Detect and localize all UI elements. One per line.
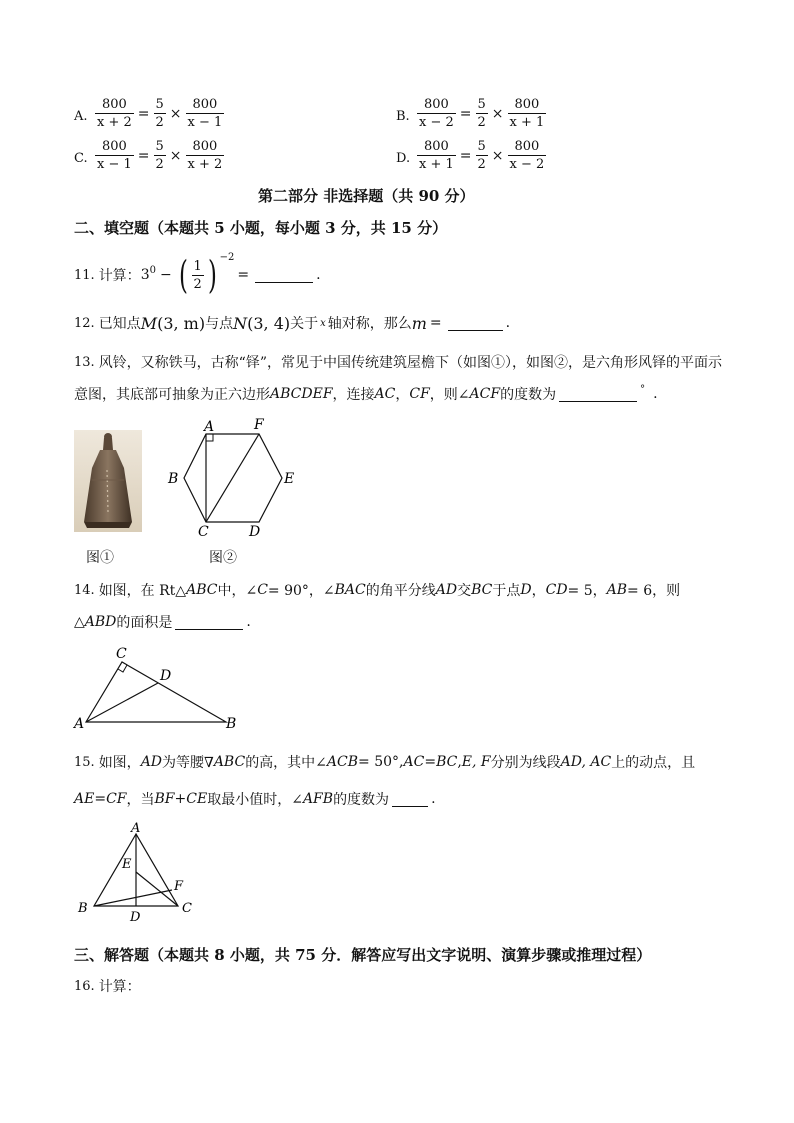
equals-sign: = [459,147,472,164]
times-sign: × [169,105,182,122]
q14-var: D [520,582,532,598]
q14-text: 的角平分线 [365,583,436,599]
q15-text: 如图， [98,755,141,771]
fraction: $\frac{800}{x - 2}$ [509,139,545,172]
option-label: B. [396,109,410,124]
q12-var-m: m [411,313,427,333]
left-paren: ( [178,253,188,297]
label-e: E [122,857,132,872]
q15-var: ACB [326,754,359,770]
bisector-ad [86,683,158,722]
q11-exp: −2 [219,252,235,263]
q15-var: BC [436,754,458,770]
question-number: 12. [74,315,95,331]
q15-text: 的高，其中∠ [245,755,327,771]
question-number: 15. [74,754,95,770]
period: . [653,386,658,402]
q11-base: 3 [140,267,150,283]
figure-1-caption: 图① [86,550,114,566]
triangle-outline [86,662,226,722]
option-equation[interactable] [94,96,225,131]
q14-text: 交 [457,583,472,599]
option-label: D. [396,151,411,166]
q12-x-axis: x [320,317,326,329]
option-label: C. [74,151,88,166]
q15-text: = [424,754,437,770]
label-c: C [182,901,192,916]
q12-coords-n: (3, 4) [247,313,291,333]
q14-text: = 90°，∠ [267,583,335,599]
q13-text: 的度数为 [500,387,557,403]
label-b: B [226,716,237,732]
q13-text: ， [395,387,410,403]
label-b: B [78,901,88,916]
question-11 [74,252,321,297]
q15-text: 上的动点，且 [611,755,696,771]
q13-text: ，连接 [332,387,375,403]
section2-title: 二、填空题（本题共 5 小题，每小题 3 分，共 15 分） [74,219,448,237]
label-a: A [131,821,141,836]
q12-text: 关于 [290,316,319,332]
q15-text: 为等腰∇ [162,755,214,771]
segment-cf [206,434,259,522]
q14-var: ABD [84,614,117,630]
q15-var: AD [140,754,163,770]
question-14-line2 [74,612,251,632]
q15-var: AD, AC [560,754,612,770]
label-d: D [130,910,141,925]
q13-angle: ACF [469,386,501,402]
q13-hexagon: ABCDEF [270,386,333,402]
label-e: E [284,471,295,487]
q15-var: ABC [213,754,246,770]
option-equation[interactable] [416,138,547,173]
equals-sign: = [137,105,150,122]
label-a: A [74,716,85,732]
equals-sign: = [459,105,472,122]
q14-text: 如图，在 Rt△ [98,583,187,599]
fraction: $\frac{800}{x - 2}$ [419,97,454,130]
right-angle-mark [206,434,213,441]
question-number: 13. [74,354,95,370]
q15-text: = [94,791,107,807]
q13-cf: CF [409,386,430,402]
isosceles-triangle-figure [72,820,202,926]
fraction: $\frac{5}{2}$ [155,97,164,130]
period: . [246,614,251,630]
q14-text: 中，∠ [217,583,258,599]
option-equation[interactable] [416,96,547,131]
q15-text: , [457,754,462,770]
q14-var: BAC [334,582,366,598]
times-sign: × [169,147,182,164]
hexagon-figure [162,412,302,542]
question-number: 14. [74,582,95,598]
question-15-line2 [74,789,436,809]
right-paren: ) [207,253,217,297]
answer-blank[interactable] [392,792,428,807]
times-sign: × [491,147,504,164]
answer-blank[interactable] [559,387,637,402]
answer-blank[interactable] [448,316,503,331]
q14-var: AD [435,582,458,598]
q14-var: ABC [186,582,218,598]
q15-text: 取最小值时，∠ [207,792,303,808]
q14-text: 的面积是 [116,615,173,631]
q13-text: ，则∠ [429,387,470,403]
label-d: D [249,524,261,540]
q15-text: 的度数为 [333,792,390,808]
question-12 [74,313,510,333]
fraction: $\frac{800}{x + 2}$ [97,97,132,130]
degree-sign: ° [640,384,646,395]
equals-sign: = [429,315,442,331]
q14-var: CD [545,582,568,598]
q15-var: CF [106,791,127,807]
q14-text: 于点 [492,583,521,599]
period: . [316,267,321,283]
question-13-line2 [74,384,658,404]
q14-var: C [257,582,268,598]
q14-text: ， [531,583,546,599]
question-number: 16. [74,978,95,994]
times-sign: × [491,105,504,122]
label-c: C [116,646,127,662]
q11-fraction: $\frac{1}{2}$ [193,258,202,292]
figure-2-caption: 图② [209,550,237,566]
option-equation[interactable] [94,138,225,173]
q13-text: 意图，其底部可抽象为正六边形 [74,387,270,403]
question-13-line1 [74,352,722,372]
q12-text: 轴对称，那么 [327,316,412,332]
part2-title: 第二部分 非选择题（共 90 分） [258,187,475,205]
q15-var: AE [74,791,95,807]
fraction: $\frac{5}{2}$ [477,97,486,130]
q16-text: 计算： [98,979,141,995]
q15-text: = 50°, [358,754,404,770]
option-label: A. [74,109,88,124]
triangle-abc-figure [70,642,250,734]
q15-var: AFB [302,791,334,807]
q11-minus: − [159,267,172,283]
fraction: $\frac{5}{2}$ [477,139,486,172]
label-d: D [160,668,172,684]
fraction: $\frac{800}{x + 1}$ [509,97,545,130]
fraction: $\frac{800}{x + 1}$ [419,139,454,172]
wind-chime-photo [74,430,142,532]
equals-sign: = [237,267,250,283]
q12-text: 已知点 [98,316,141,332]
answer-blank[interactable] [175,615,243,630]
question-number: 11. [74,267,95,283]
q11-exp0: 0 [149,264,156,276]
q14-text: = 6，则 [627,583,681,599]
fraction: $\frac{800}{x - 1}$ [97,139,132,172]
q11-prefix: 计算： [98,268,141,284]
fraction: $\frac{800}{x - 1}$ [187,97,223,130]
q12-point-n: N [233,313,248,333]
q14-text: = 5， [567,583,607,599]
q15-var: AC [403,754,425,770]
label-f: F [254,417,264,433]
q14-var: BC [471,582,493,598]
answer-blank[interactable] [255,268,313,283]
q12-point-m: M [140,313,158,333]
q15-text: + [174,791,187,807]
fraction: $\frac{5}{2}$ [155,139,164,172]
equals-sign: = [137,147,150,164]
q15-text: 分别为线段 [490,755,561,771]
q13-ac: AC [374,386,396,402]
q15-text: ，当 [126,792,155,808]
q15-var: BF [154,791,175,807]
fraction: $\frac{800}{x + 2}$ [187,139,223,172]
q12-coords-m: (3, m) [157,313,206,333]
label-a: A [204,419,215,435]
q14-var: AB [606,582,628,598]
period: . [505,315,511,331]
period: . [431,791,436,807]
q12-text: 与点 [205,316,234,332]
label-b: B [168,471,179,487]
question-16 [74,976,141,996]
question-15-line1 [74,752,695,772]
label-c: C [198,524,209,540]
question-14-line1 [74,580,680,600]
q14-text: △ [74,614,85,630]
section3-title: 三、解答题（本题共 8 小题，共 75 分．解答应写出文字说明、演算步骤或推理过程） [74,946,652,964]
label-f: F [174,879,184,894]
q13-text: 风铃，又称铁马，古称“铎”，常见于中国传统建筑屋檐下（如图①），如图②，是六角形风铎的平面示 [98,355,722,371]
q15-var: E, F [461,754,491,770]
q15-var: CE [186,791,208,807]
segment-ce [136,872,178,906]
